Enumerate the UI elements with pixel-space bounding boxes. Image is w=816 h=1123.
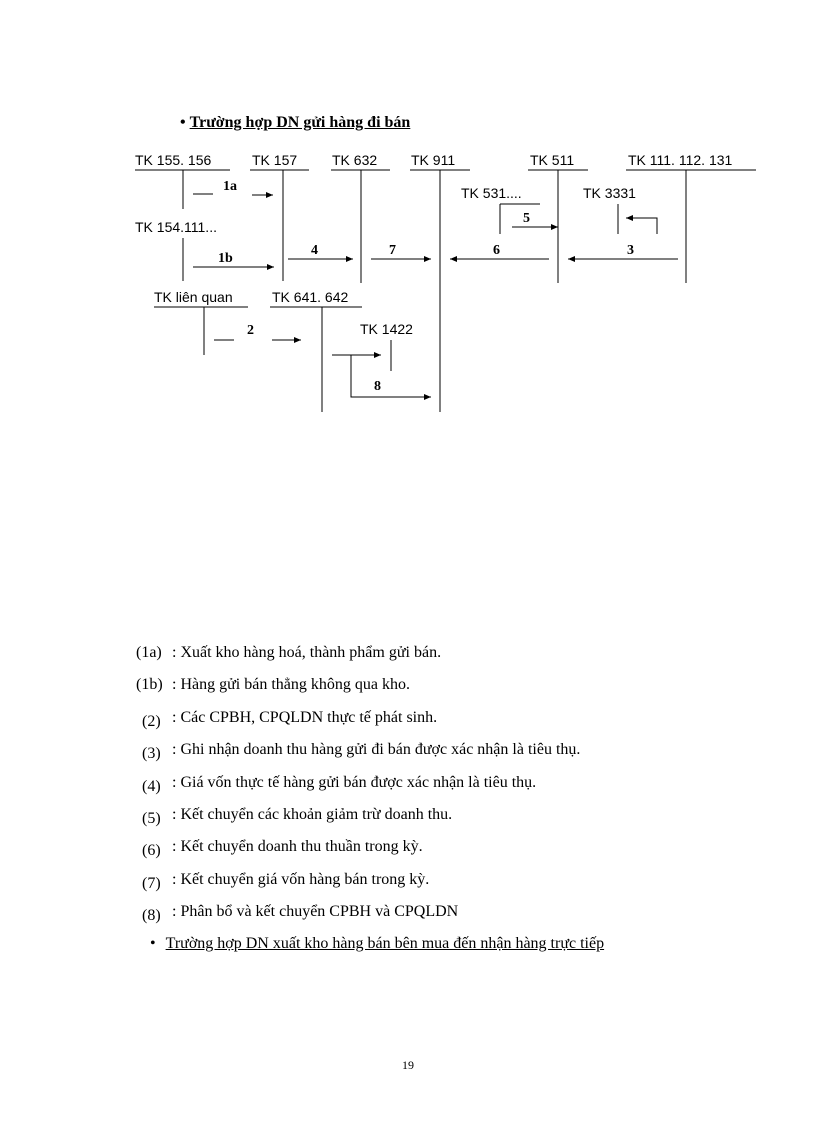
legend-code: (2) [142, 712, 161, 730]
legend-item-8 [136, 903, 736, 935]
arrow-label-1b: 1b [218, 251, 233, 266]
arrow-3331 [626, 218, 657, 234]
legend-description: : Ghi nhận doanh thu hàng gửi đi bán được xác nhận là tiêu thụ. [172, 741, 581, 759]
legend-description: : Xuất kho hàng hoá, thành phẩm gửi bán. [172, 644, 442, 661]
legend-code: (1a) [136, 644, 162, 661]
legend-description: : Kết chuyển doanh thu thuần trong kỳ. [172, 838, 423, 856]
account-label-tk511: TK 511 [530, 152, 575, 168]
section-heading-text: Trường hợp DN gửi hàng đi bán [189, 114, 411, 131]
page-number: 19 [402, 1058, 414, 1072]
legend-item-6 [136, 838, 736, 870]
legend-code: (8) [142, 907, 161, 925]
account-label-tk3331: TK 3331 [583, 185, 636, 201]
arrow-label-7: 7 [389, 243, 396, 258]
legend-description: : Kết chuyển giá vốn hàng bán trong kỳ. [172, 870, 430, 888]
arrow-label-4: 4 [311, 243, 318, 258]
legend-description: : Kết chuyển các khoản giảm trừ doanh thu. [172, 805, 453, 823]
arrow-label-6: 6 [493, 243, 500, 258]
account-label-tk531: TK 531.... [461, 185, 522, 201]
account-label-tk632: TK 632 [332, 152, 378, 168]
arrow-label-5: 5 [523, 211, 530, 226]
bullet-icon: • [150, 935, 156, 952]
legend-description: : Giá vốn thực tế hàng gửi bán được xác nhận là tiêu thụ. [172, 773, 537, 791]
legend-code: (5) [142, 809, 161, 827]
arrow-label-8: 8 [374, 379, 381, 394]
legend-code: (1b) [136, 676, 163, 694]
legend-list [136, 644, 736, 936]
legend-item-4 [136, 774, 736, 806]
legend-code: (3) [142, 745, 161, 763]
arrow-label-3: 3 [627, 243, 634, 258]
arrow-label-1a: 1a [223, 179, 237, 194]
t-account-diagram [0, 0, 816, 430]
legend-item-1a [136, 644, 736, 676]
section-heading-text: Trường hợp DN xuất kho hàng bán bên mua đến nhận hàng trực tiếp [165, 935, 605, 952]
account-label-tk641: TK 641. 642 [272, 289, 349, 305]
legend-item-3 [136, 741, 736, 773]
legend-code: (4) [142, 777, 161, 795]
legend-description: : Hàng gửi bán thẳng không qua kho. [172, 676, 410, 694]
account-label-tk111: TK 111. 112. 131 [628, 152, 733, 168]
account-label-tk1422: TK 1422 [360, 321, 413, 337]
arrow-label-2: 2 [247, 323, 254, 338]
legend-description: : Phân bổ và kết chuyển CPBH và CPQLDN [172, 903, 459, 921]
account-label-tk154: TK 154.111... [135, 219, 217, 235]
legend-item-2 [136, 709, 736, 741]
legend-item-5 [136, 806, 736, 838]
account-label-tk-lien-quan: TK liên quan [154, 289, 233, 305]
legend-code: (6) [142, 842, 161, 860]
legend-description: : Các CPBH, CPQLDN thực tế phát sinh. [172, 708, 438, 726]
account-label-tk155: TK 155. 156 [135, 152, 212, 168]
section-heading-direct-sale [150, 935, 604, 953]
account-label-tk157: TK 157 [252, 152, 298, 168]
legend-item-1b [136, 676, 736, 708]
legend-code: (7) [142, 874, 161, 892]
legend-item-7 [136, 871, 736, 903]
account-label-tk911: TK 911 [411, 152, 456, 168]
bullet-icon: • [180, 114, 186, 131]
